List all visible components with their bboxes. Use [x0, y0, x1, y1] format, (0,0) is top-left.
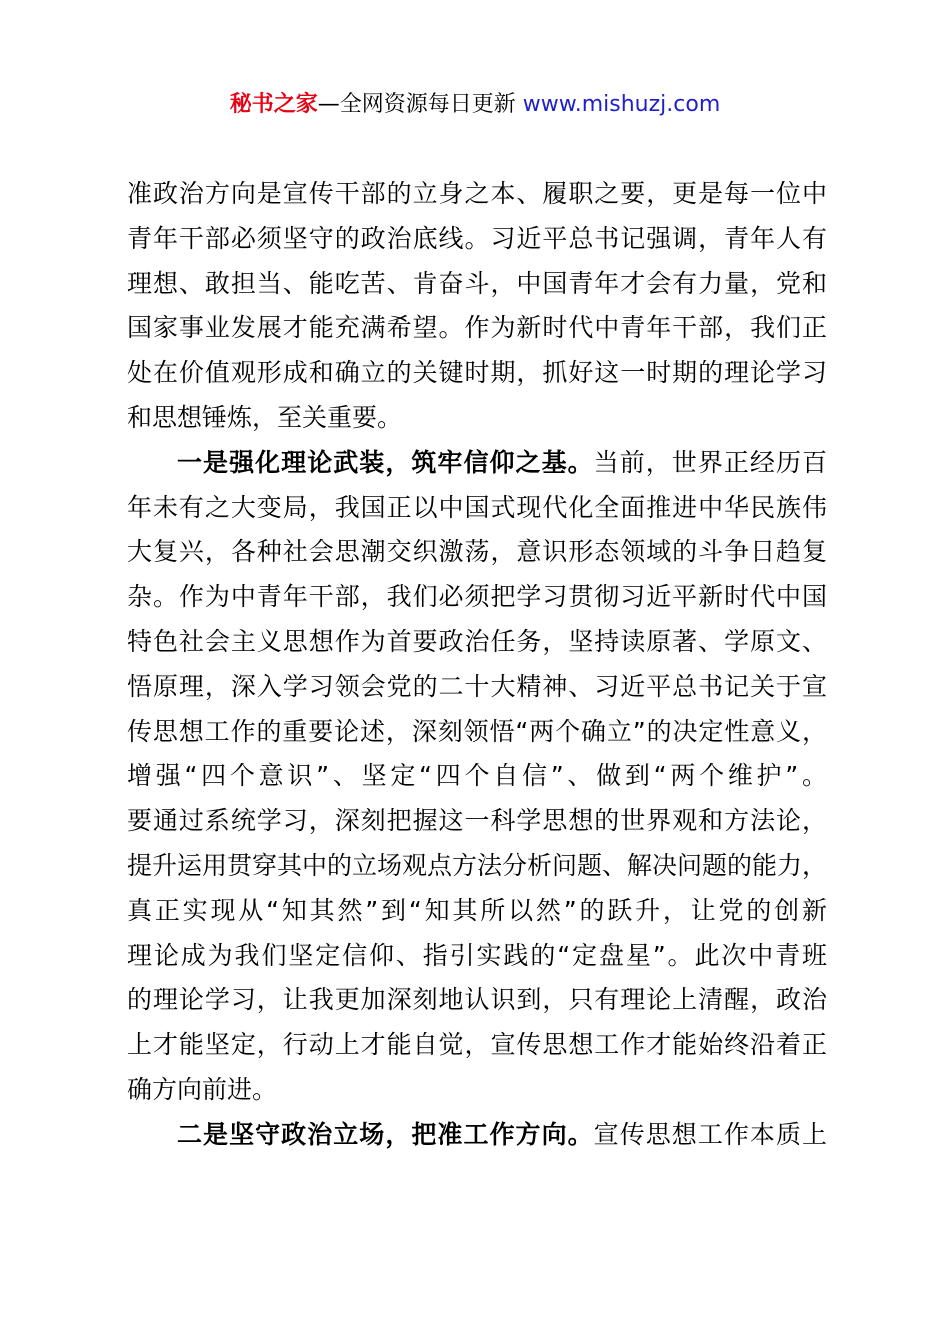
page-header: [0, 88, 950, 122]
text-line: 传思想工作的重要论述，深刻领悟“两个确立”的决定性意义，: [127, 716, 827, 746]
text-run: 当前，世界正经历百: [593, 447, 827, 477]
text-line: 特色社会主义思想作为首要政治任务，坚持读原著、学原文、: [127, 626, 827, 656]
body-text: [127, 172, 827, 1158]
text-line: 确方向前进。: [127, 1074, 278, 1104]
text-line: 国家事业发展才能充满希望。作为新时代中青年干部，我们正: [127, 313, 827, 343]
paragraph-heading: 二是坚守政治立场，把准工作方向。: [177, 1119, 594, 1149]
text-line: 准政治方向是宣传干部的立身之本、履职之要，更是每一位中: [127, 179, 827, 208]
paragraph-first-line: [127, 1113, 827, 1158]
text-line: 上才能坚定，行动上才能自觉，宣传思想工作才能始终沿着正: [127, 1030, 827, 1060]
text-line: 年未有之大变局，我国正以中国式现代化全面推进中华民族伟: [127, 492, 827, 522]
text-run: 宣传思想工作本质上: [593, 1119, 827, 1149]
text-line: 大复兴，各种社会思潮交织激荡，意识形态领域的斗争日趋复: [127, 537, 827, 567]
text-line: 和思想锤炼，至关重要。: [127, 402, 403, 432]
header-tagline: —全网资源每日更新: [317, 92, 523, 117]
header-url-link[interactable]: www.mishuzj.com: [522, 92, 721, 117]
text-line: 提升运用贯穿其中的立场观点方法分析问题、解决问题的能力，: [127, 850, 828, 880]
text-line: 真正实现从“知其然”到“知其所以然”的跃升，让党的创新: [127, 895, 827, 925]
paragraph-1: [127, 172, 827, 441]
text-line: 悟原理，深入学习领会党的二十大精神、习近平总书记关于宣: [127, 671, 827, 701]
header-brand: 秘书之家: [229, 92, 318, 117]
text-line: 杂。作为中青年干部，我们必须把学习贯彻习近平新时代中国: [127, 582, 827, 612]
text-line: 要通过系统学习，深刻把握这一科学思想的世界观和方法论，: [127, 806, 827, 836]
text-line: 的理论学习，让我更加深刻地认识到，只有理论上清醒，政治: [127, 985, 827, 1015]
paragraph-heading: 一是强化理论武装，筑牢信仰之基。: [177, 447, 594, 477]
text-line: 处在价值观形成和确立的关键时期，抓好这一时期的理论学习: [127, 358, 827, 388]
text-line: 青年干部必须坚守的政治底线。习近平总书记强调，青年人有: [127, 223, 827, 253]
paragraph-2: [127, 441, 827, 1113]
text-line: 理想、敢担当、能吃苦、肯奋斗，中国青年才会有力量，党和: [127, 268, 827, 298]
paragraph-first-line: [127, 441, 827, 486]
text-line: 理论成为我们坚定信仰、指引实践的“定盘星”。此次中青班: [127, 940, 827, 970]
paragraph-3: [127, 1113, 827, 1158]
text-line: 增强“四个意识”、坚定“四个自信”、做到“两个维护”。: [127, 761, 827, 791]
